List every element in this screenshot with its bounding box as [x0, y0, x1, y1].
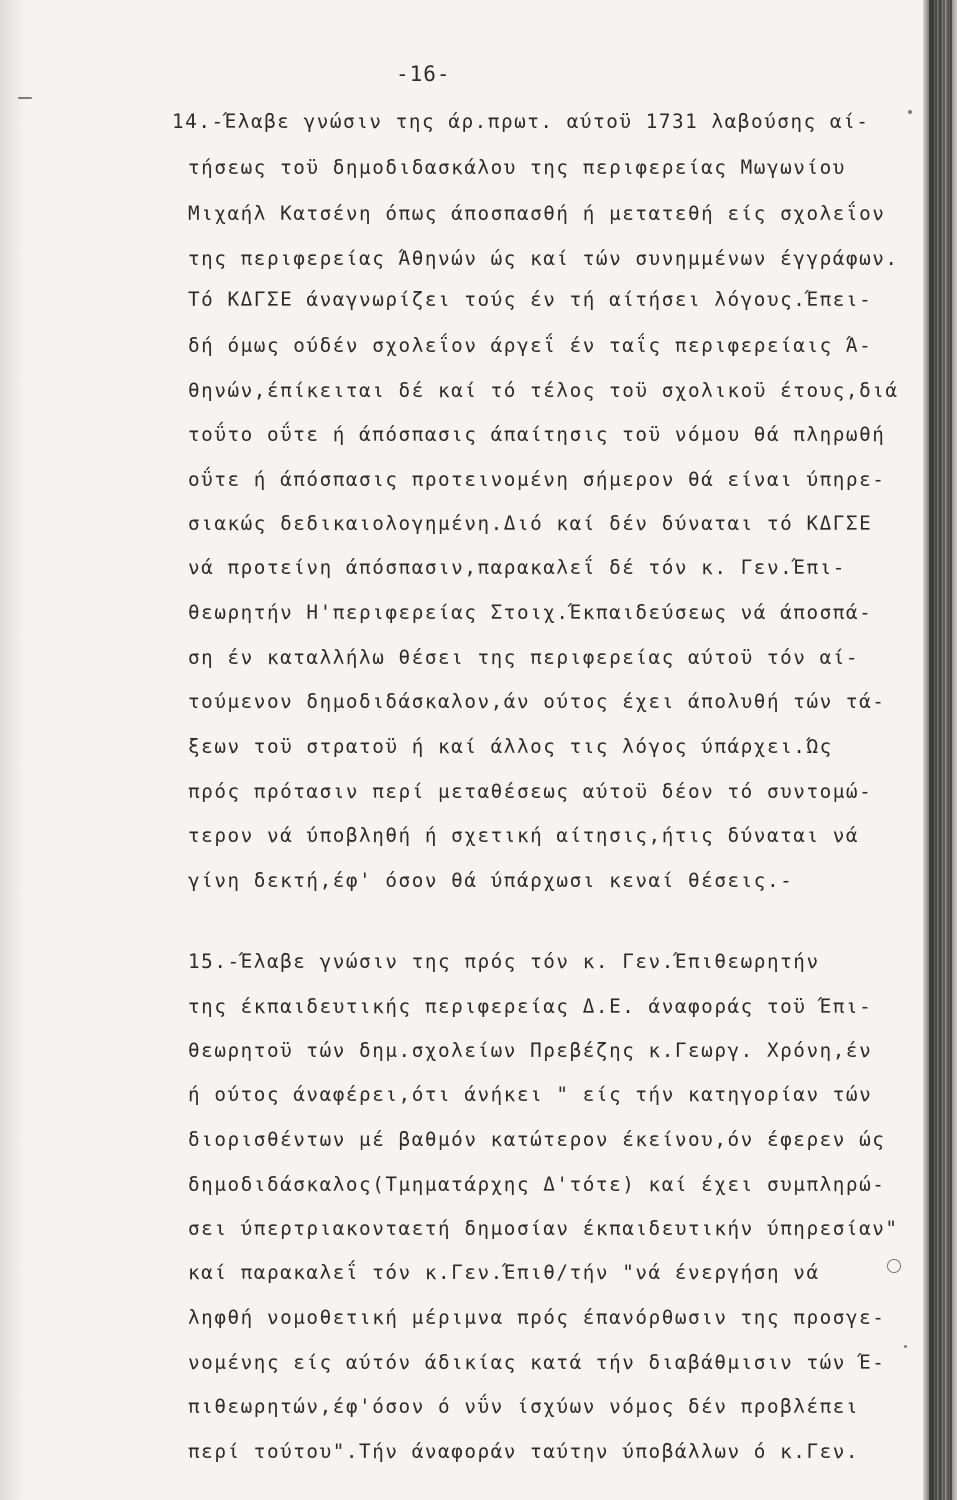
paragraph-15-line-2: της έκπαιδευτικής περιφερείας Δ.Ε. άναφοράς τοϋ Έπι-: [188, 995, 873, 1018]
paragraph-14-line-3: Μιχαήλ Κατσένη όπως άποσπασθή ή μετατεθή είς σχολεΐον: [188, 202, 886, 225]
paragraph-14-line-5: Τό ΚΔΓΣΕ άναγνωρίζει τούς έν τή αίτήσει λόγους.Έπει-: [188, 288, 873, 311]
paragraph-15-line-6: δημοδιδάσκαλος(Τμηματάρχης Δ'τότε) καί έχει συμπληρώ-: [188, 1173, 886, 1196]
paragraph-14-line-4: της περιφερείας Άθηνών ώς καί τών συνημμένων έγγράφων.: [188, 247, 899, 270]
binding-line: [929, 0, 931, 1500]
paragraph-15-line-8: καί παρακαλεΐ τόν κ.Γεν.Έπιθ/τήν "νά ένεργήση νά: [188, 1261, 820, 1284]
paragraph-15-line-10: νομένης είς αύτόν άδικίας κατά τήν διαβάθμισιν τών Έ-: [188, 1351, 886, 1374]
binding-line: [950, 0, 952, 1500]
page-number: -16-: [396, 62, 451, 86]
edge-mark: [18, 97, 32, 99]
paragraph-14-line-16: πρός πρότασιν περί μεταθέσεως αύτοϋ δέον τό συντομώ-: [188, 780, 873, 803]
ink-spot: [904, 1345, 907, 1348]
paragraph-14-line-17: τερον νά ύποβληθή ή σχετική αίτησις,ήτις δύναται νά: [188, 824, 860, 847]
paragraph-14-line-18: γίνη δεκτή,έφ' όσον θά ύπάρχωσι κεναί θέσεις.-: [188, 869, 794, 892]
paragraph-14-line-6: δή όμως ούδέν σχολεΐον άργεΐ έν ταΐς περιφερείαις Ά-: [188, 334, 873, 357]
paragraph-15-line-4: ή ούτος άναφέρει,ότι άνήκει " είς τήν κατηγορίαν τών: [188, 1083, 873, 1106]
paragraph-15-line-9: ληφθή νομοθετική μέριμνα πρός έπανόρθωσιν της προσγε-: [188, 1306, 886, 1329]
paragraph-14-line-10: σιακώς δεδικαιολογημένη.Διό καί δέν δύναται τό ΚΔΓΣΕ: [188, 512, 873, 535]
paragraph-14-line-1: 14.-Έλαβε γνώσιν της άρ.πρωτ. αύτοϋ 1731 λαβούσης αί-: [172, 110, 870, 133]
paragraph-14-line-12: θεωρητήν Η'περιφερείας Στοιχ.Έκπαιδεύσεως νά άποσπά-: [188, 601, 873, 624]
page-fold-shadow: [0, 0, 30, 1500]
paragraph-15-line-3: θεωρητοϋ τών δημ.σχολείων Πρεβέζης κ.Γεωργ. Χρόνη,έν: [188, 1039, 873, 1062]
paragraph-14-line-13: ση έν καταλλήλω θέσει της περιφερείας αύτοϋ τόν αί-: [188, 646, 860, 669]
paragraph-15-line-7: σει ύπερτριακονταετή δημοσίαν έκπαιδευτικήν ύπηρεσίαν": [188, 1217, 899, 1240]
paragraph-14-line-11: νά προτείνη άπόσπασιν,παρακαλεΐ δέ τόν κ. Γεν.Έπι-: [188, 556, 846, 579]
paragraph-14-line-9: οΰτε ή άπόσπασις προτεινομένη σήμερον θά είναι ύπηρε-: [188, 468, 886, 491]
paragraph-14-line-15: ξεων τοϋ στρατοϋ ή καί άλλος τις λόγος ύπάρχει.Ώς: [188, 735, 833, 758]
paragraph-15-line-12: περί τούτου".Τήν άναφοράν ταύτην ύποβάλλων ό κ.Γεν.: [188, 1440, 860, 1463]
ink-spot: [908, 110, 912, 114]
paragraph-14-line-8: τοΰτο οΰτε ή άπόσπασις άπαίτησις τοϋ νόμου θά πληρωθή: [188, 423, 886, 446]
paragraph-14-line-2: τήσεως τοϋ δημοδιδασκάλου της περιφερείας Μωγωνίου: [188, 156, 846, 179]
binding-line: [943, 0, 945, 1500]
paragraph-14-line-7: θηνών,έπίκειται δέ καί τό τέλος τοϋ σχολικοϋ έτους,διά: [188, 379, 899, 402]
margin-circle-mark: [887, 1259, 901, 1273]
book-binding-edge: [923, 0, 957, 1500]
paragraph-15-line-11: πιθεωρητών,έφ'όσον ό νΰν ίσχύων νόμος δέν προβλέπει: [188, 1395, 860, 1418]
binding-line: [935, 0, 937, 1500]
paragraph-15-line-1: 15.-Έλαβε γνώσιν της πρός τόν κ. Γεν.Έπιθεωρητήν: [188, 950, 820, 973]
paragraph-14-line-14: τούμενον δημοδιδάσκαλον,άν ούτος έχει άπολυθή τών τά-: [188, 690, 886, 713]
paragraph-15-line-5: διορισθέντων μέ βαθμόν κατώτερον έκείνου,όν έφερεν ώς: [188, 1128, 886, 1151]
